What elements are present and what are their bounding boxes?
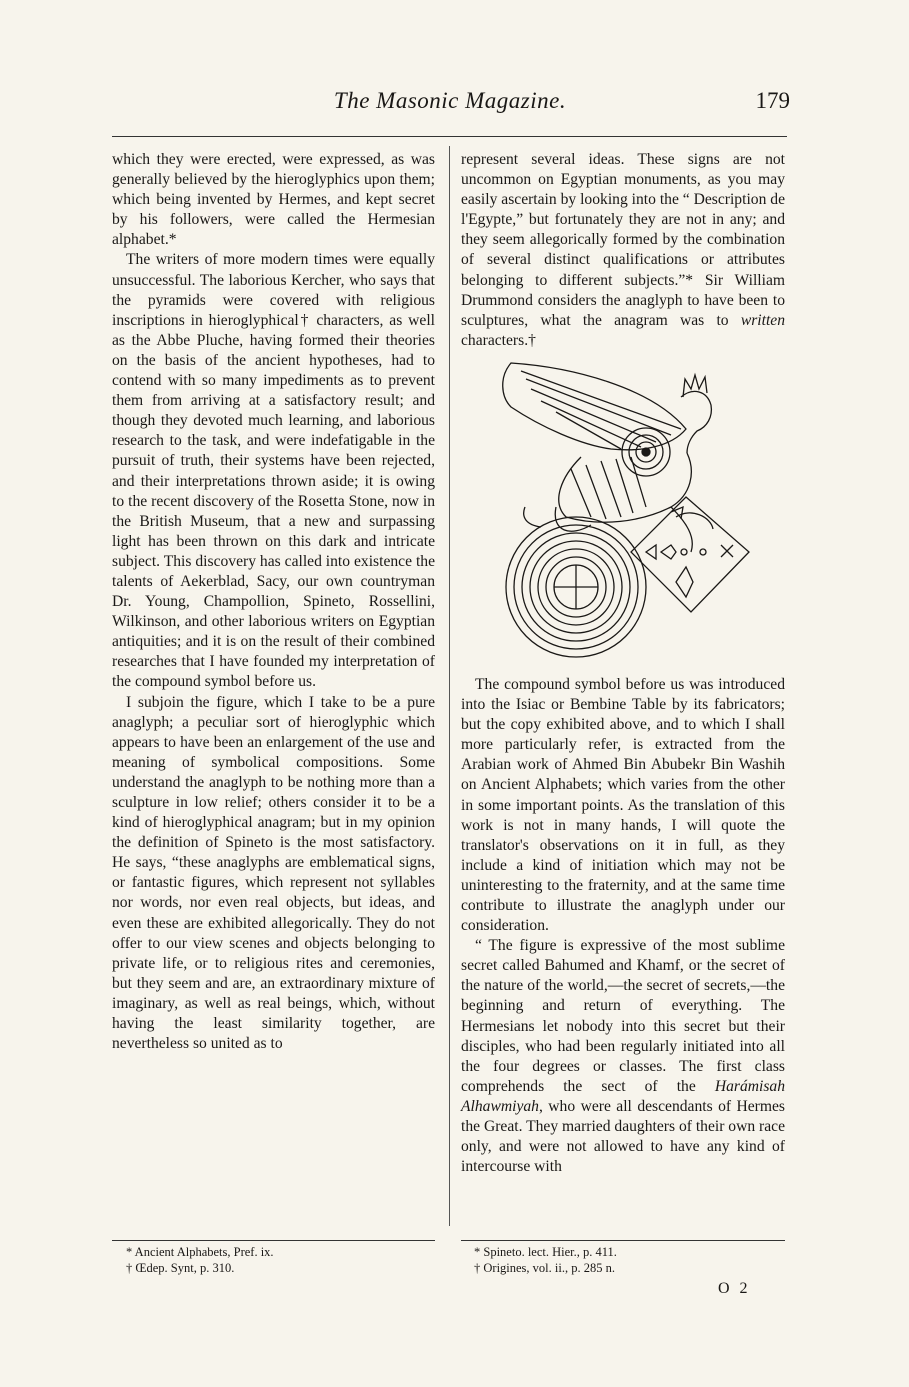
paragraph: represent several ideas. These signs are not uncommon on Egyptian monuments, as you may easily ascertain by looking into the “ Description de l'Egypte,” but fortunately they are not in any; and they seem allegorically formed by the combination of several distinct qualifications or attributes belonging to different subjects.”* Sir William Drummond considers the anaglyph to have been to sculptures, what the anagram was to written characters.† (461, 151, 785, 349)
footnote: * Spineto. lect. Hier., p. 411. (474, 1245, 617, 1259)
winged-sphinx-anaglyph-icon (481, 357, 771, 667)
signature-mark: O 2 (718, 1280, 751, 1297)
running-title: The Masonic Magazine. (333, 88, 567, 113)
paragraph: “ The figure is expressive of the most sublime secret called Bahumed and Khamf, or the secret of the nature of the world,—the secret of secrets,—the beginning and return of everything. The Hermesians let nobody into this secret but their disciples, who had been regularly initiated into all the four degrees or classes. The first class comprehends the sect of the Harámisah Alhawmiyah, who were all descendants of Hermes the Great. They married daughters of their own race only, and were not allowed to have any kind of intercourse with (461, 937, 786, 1176)
footnote-rule (461, 1240, 785, 1241)
paragraph: The writers of more modern times were equally unsuccessful. The laborious Kercher, who says that the pyramids were covered with religious inscriptions in hieroglyphical† characters, as well as the Abbe Pluche, having formed their theories on the basis of the ancient hypotheses, had to contend with so many impediments as to prevent them from arriving at a satisfactory result; and though they devoted much learning, and laborious research to the task, and were indefatigable in the pursuit of truth, their systems have been rejected, and their interpretations thrown aside; it is owing to the recent discovery of the Rosetta Stone, now in the British Museum, that a new and surpassing light has been thrown on this dark and intricate subject. This discovery has called into existence the talents of Aekerblad, Sacy, our own countryman Dr. Young, Champollion, Spineto, Rossellini, Wilkinson, and other laborious writers on Egyptian antiquities; and it is on the result of their combined researches that I have founded my interpretation of the compound symbol before us. (112, 251, 435, 691)
right-footnotes (474, 1244, 617, 1276)
column-divider (449, 146, 450, 1226)
footnote: † Œdep. Synt, p. 310. (126, 1261, 235, 1275)
left-footnotes (126, 1244, 274, 1276)
paragraph: The compound symbol before us was introduced into the Isiac or Bembine Table by its fabricators; but the copy exhibited above, and to which I shall more particularly refer, is extracted from the Arabian work of Ahmed Bin Abubekr Bin Washih on Ancient Alphabets; which varies from the other in some important points. As the translation of this work is not in many hands, I will quote the translator's observations on it in full, as they include a kind of initiation which may not be uninteresting to the fraternity, and at the same time contribute to illustrate the anaglyph under our consideration. (461, 675, 785, 935)
footnote: † Origines, vol. ii., p. 285 n. (474, 1261, 615, 1275)
paragraph: which they were erected, were expressed, as was generally believed by the hieroglyphics upon them; which being invented by Hermes, and kept secret by his followers, were called the Hermesian alphabet.* (112, 151, 435, 249)
left-column (112, 150, 435, 1054)
paragraph: I subjoin the figure, which I take to be a pure anaglyph; a peculiar sort of hieroglyphic which appears to have been an enlargement of the use and meaning of symbolical compositions. Some understand the anaglyph to be nothing more than a sculpture in low relief; others consider it to be a kind of hieroglyphical anagram; but in my opinion the definition of Spineto is the most satisfactory. He says, “these anaglyphs are emblematical signs, or fantastic figures, which represent not syllables nor words, nor even real objects, but ideas, and even these are exhibited allegorically. They do not offer to our view scenes and objects belonging to private life, or to religious rites and ceremonies, but they seem and are, an extraordinary mixture of imaginary, as well as real beings, which, without having the least similarity together, are nevertheless so united as to (112, 693, 435, 1053)
footnote: * Ancient Alphabets, Pref. ix. (126, 1245, 274, 1259)
footnote-rule (112, 1240, 435, 1241)
right-column (461, 150, 785, 1177)
header-rule (112, 136, 787, 137)
page-header (110, 88, 790, 118)
page-number: 179 (755, 88, 790, 113)
